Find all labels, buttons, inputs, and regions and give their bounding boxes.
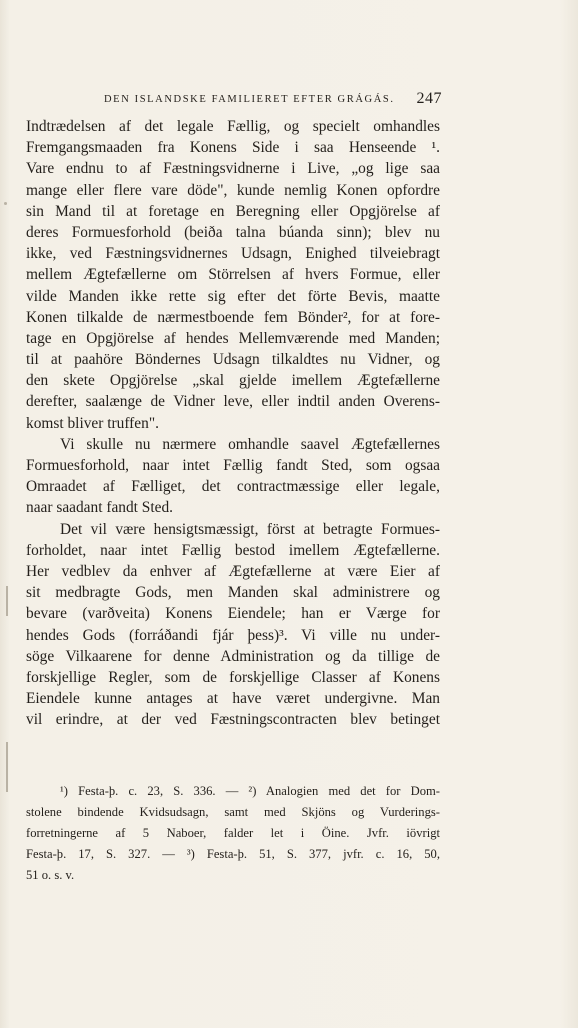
page-number: 247	[416, 90, 442, 107]
text-line: naar saadant fandt Sted.	[26, 499, 174, 517]
margin-speck	[4, 202, 7, 205]
text-line: forskjellige Regler, som de forskjellige Classer af Konens	[26, 668, 440, 686]
text-line: Det vil være hensigtsmæssigt, först at betragte Formues-	[60, 520, 440, 538]
text-line: til at paahöre Böndernes Udsagn tilkaldtes nu Vidner, og	[26, 351, 440, 369]
margin-mark	[6, 586, 8, 616]
footnote-line: 51 o. s. v.	[26, 868, 75, 882]
text-line: deres Formuesforhold (beiða talna búanda sinn); blev nu	[26, 223, 440, 241]
footnotes	[26, 781, 440, 886]
text-line: mellem Ægtefællerne om Störrelsen af hvers Formue, eller	[26, 266, 440, 284]
text-line: Eiendele kunne antages at have været undergivne. Man	[26, 690, 440, 708]
footnote-line: Festa-þ. 17, S. 327. — ³) Festa-þ. 51, S. 377, jvfr. c. 16, 50,	[26, 847, 440, 861]
footnote-line: forretningerne af 5 Naboer, falder let i Öine. Jvfr. iövrigt	[26, 826, 440, 840]
text-line: Vare endnu to af Fæstningsvidnerne i Live, „og lige saa	[26, 160, 440, 178]
text-line: forholdet, naar intet Fællig bestod imellem Ægtefællerne.	[26, 541, 440, 559]
text-line: derefter, saalænge de Vidner leve, eller indtil anden Overens-	[26, 393, 440, 411]
body-text	[26, 116, 440, 730]
text-line: vil erindre, at der ved Fæstningscontracten blev betinget	[26, 711, 440, 729]
running-head	[28, 90, 442, 110]
text-line: bevare (varðveita) Konens Eiendele; han er Værge for	[26, 605, 440, 623]
text-line: mange eller flere vare döde", kunde nemlig Konen opfordre	[26, 181, 440, 199]
text-line: komst bliver truffen".	[26, 414, 159, 432]
text-line: den skete Opgjörelse „skal gjelde imellem Ægtefællerne	[26, 372, 440, 390]
footnote-line: stolene bindende Kvidsudsagn, samt med Skjöns og Vurderings-	[26, 805, 440, 819]
text-line: sit medbragte Gods, men Manden skal administrere og	[26, 584, 440, 602]
text-line: sin Mand til at foretage en Beregning eller Opgjörelse af	[26, 202, 440, 220]
text-line: tage en Opgjörelse af hendes Mellemværende med Manden;	[26, 329, 440, 347]
text-line: Her vedblev da enhver af Ægtefællerne at være Eier af	[26, 562, 440, 580]
text-line: ikke, ved Fæstningsvidnernes Udsagn, Enighed tilveiebragt	[26, 245, 440, 263]
text-line: Indtrædelsen af det legale Fællig, og specielt omhandles	[26, 118, 440, 135]
text-line: hendes Gods (forráðandi fjár þess)³. Vi ville nu under-	[26, 626, 440, 644]
text-line: söge Vilkaarene for denne Administration og da tillige de	[26, 647, 440, 665]
text-line: Vi skulle nu nærmere omhandle saavel Ægtefællernes	[60, 435, 440, 453]
margin-mark	[6, 742, 8, 792]
text-line: Formuesforhold, naar intet Fællig fandt Sted, som ogsaa	[26, 457, 440, 474]
footnote-line: ¹) Festa-þ. c. 23, S. 336. — ²) Analogien med det for Dom-	[60, 784, 440, 798]
text-line: Omraadet af Fælliget, det contractmæssige eller legale,	[26, 478, 440, 496]
text-line: Fremgangsmaaden fra Konens Side i saa Henseende ¹.	[26, 139, 440, 157]
text-line: vilde Manden ikke rette sig efter det förte Bevis, maatte	[26, 287, 440, 305]
text-line: Konen tilkalde de nærmestboende fem Bönder², for at fore-	[26, 308, 440, 326]
running-title: DEN ISLANDSKE FAMILIERET EFTER GRÁGÁS.	[104, 94, 395, 105]
